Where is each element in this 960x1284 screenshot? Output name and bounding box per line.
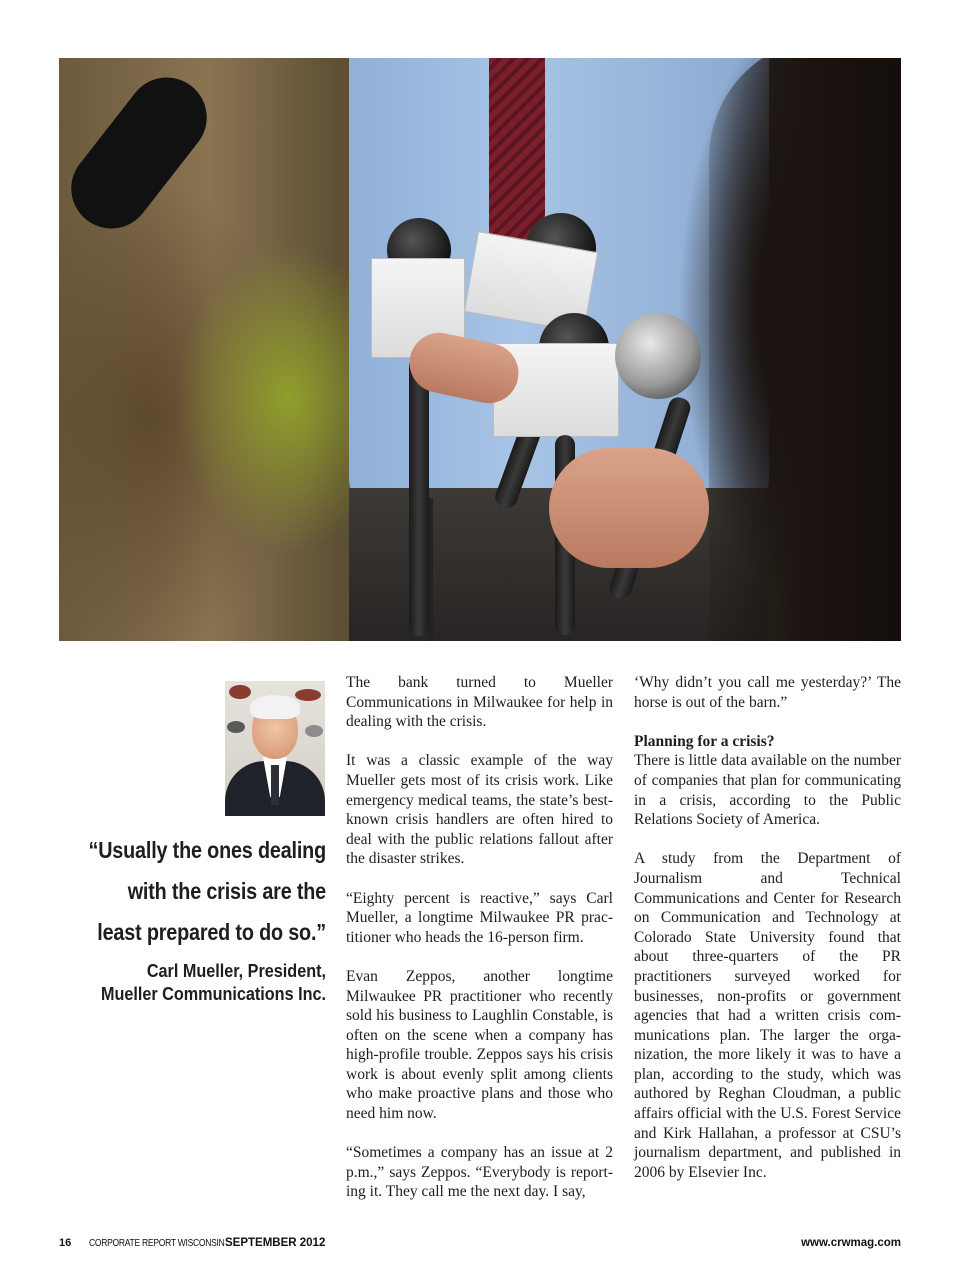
paragraph: Evan Zeppos, another longtime Milwaukee PR practitioner who recently sold his business to Laughlin Constable, is often on the scene when a company has high-profile trouble. Zeppos says his crisis work is about evenly split among clients who make proactive plans and those who need him now.: [346, 967, 613, 1123]
portrait-photo-carl-mueller: [225, 681, 325, 816]
issue-date: SEPTEMBER 2012: [225, 1237, 326, 1249]
photo-cable: [429, 498, 433, 641]
photo-left-microphone: [59, 61, 223, 244]
paragraph: It was a classic example of the way Mueller gets most of its crisis work. Like emergency medical teams, the state’s best-known crisis handlers are often hired to deal with the public relations fallout after the disaster strikes.: [346, 752, 613, 868]
page-number: 16: [59, 1237, 72, 1249]
section-heading: Planning for a crisis?: [634, 732, 775, 750]
magazine-name: CORPORATE REPORT WISCONSIN: [89, 1238, 225, 1249]
paragraph: A study from the Department of Journalism and Technical Communications and Center for Research on Communication and Technology at Colorado State University found that about three-quarters of the PR practitioners surveyed worked for businesses, non-profits or government agencies that had a written crisis communications plan. The larger the organization, the more likely it was to have a plan, according to the study, which was authored by Reghan Cloudman, a public affairs official with the U.S. Forest Service and Kirk Hallahan, a professor at CSU’s journalism department, and published in 2006 by Elsevier Inc.: [634, 850, 901, 1181]
paragraph: There is little data available on the number of companies that plan for communicating in a crisis, according to the Public Relations Society of America.: [634, 752, 901, 829]
attribution-name-title: Carl Mueller, President,: [146, 961, 326, 981]
paragraph: “Eighty percent is reactive,” says Carl Mueller, a longtime Milwaukee PR practitioner who heads the 16-person firm.: [346, 889, 613, 946]
hero-photo-press-microphones: [59, 58, 901, 641]
paragraph: The bank turned to Mueller Communications in Milwaukee for help in dealing with the crisis.: [346, 674, 613, 731]
page-footer: [59, 1237, 901, 1253]
attribution-company: Mueller Communications Inc.: [100, 984, 326, 1004]
pull-quote-attribution: [69, 960, 326, 1006]
paragraph: “Sometimes a company has an issue at 2 p.m.,” says Zeppos. “Everybody is reporting it. They call me the next day. I say,: [346, 1144, 613, 1201]
photo-reporter-hair: [709, 58, 901, 641]
website-link[interactable]: www.crwmag.com: [801, 1237, 901, 1249]
photo-hand-2: [549, 448, 709, 568]
pull-quote: “Usually the ones dealing with the crisis are the least prepared to do so.”: [88, 837, 327, 945]
paragraph: ‘Why didn’t you call me yesterday?’ The horse is out of the barn.”: [634, 674, 901, 711]
article-column-1: [346, 673, 613, 1222]
article-column-2: [634, 673, 901, 1202]
